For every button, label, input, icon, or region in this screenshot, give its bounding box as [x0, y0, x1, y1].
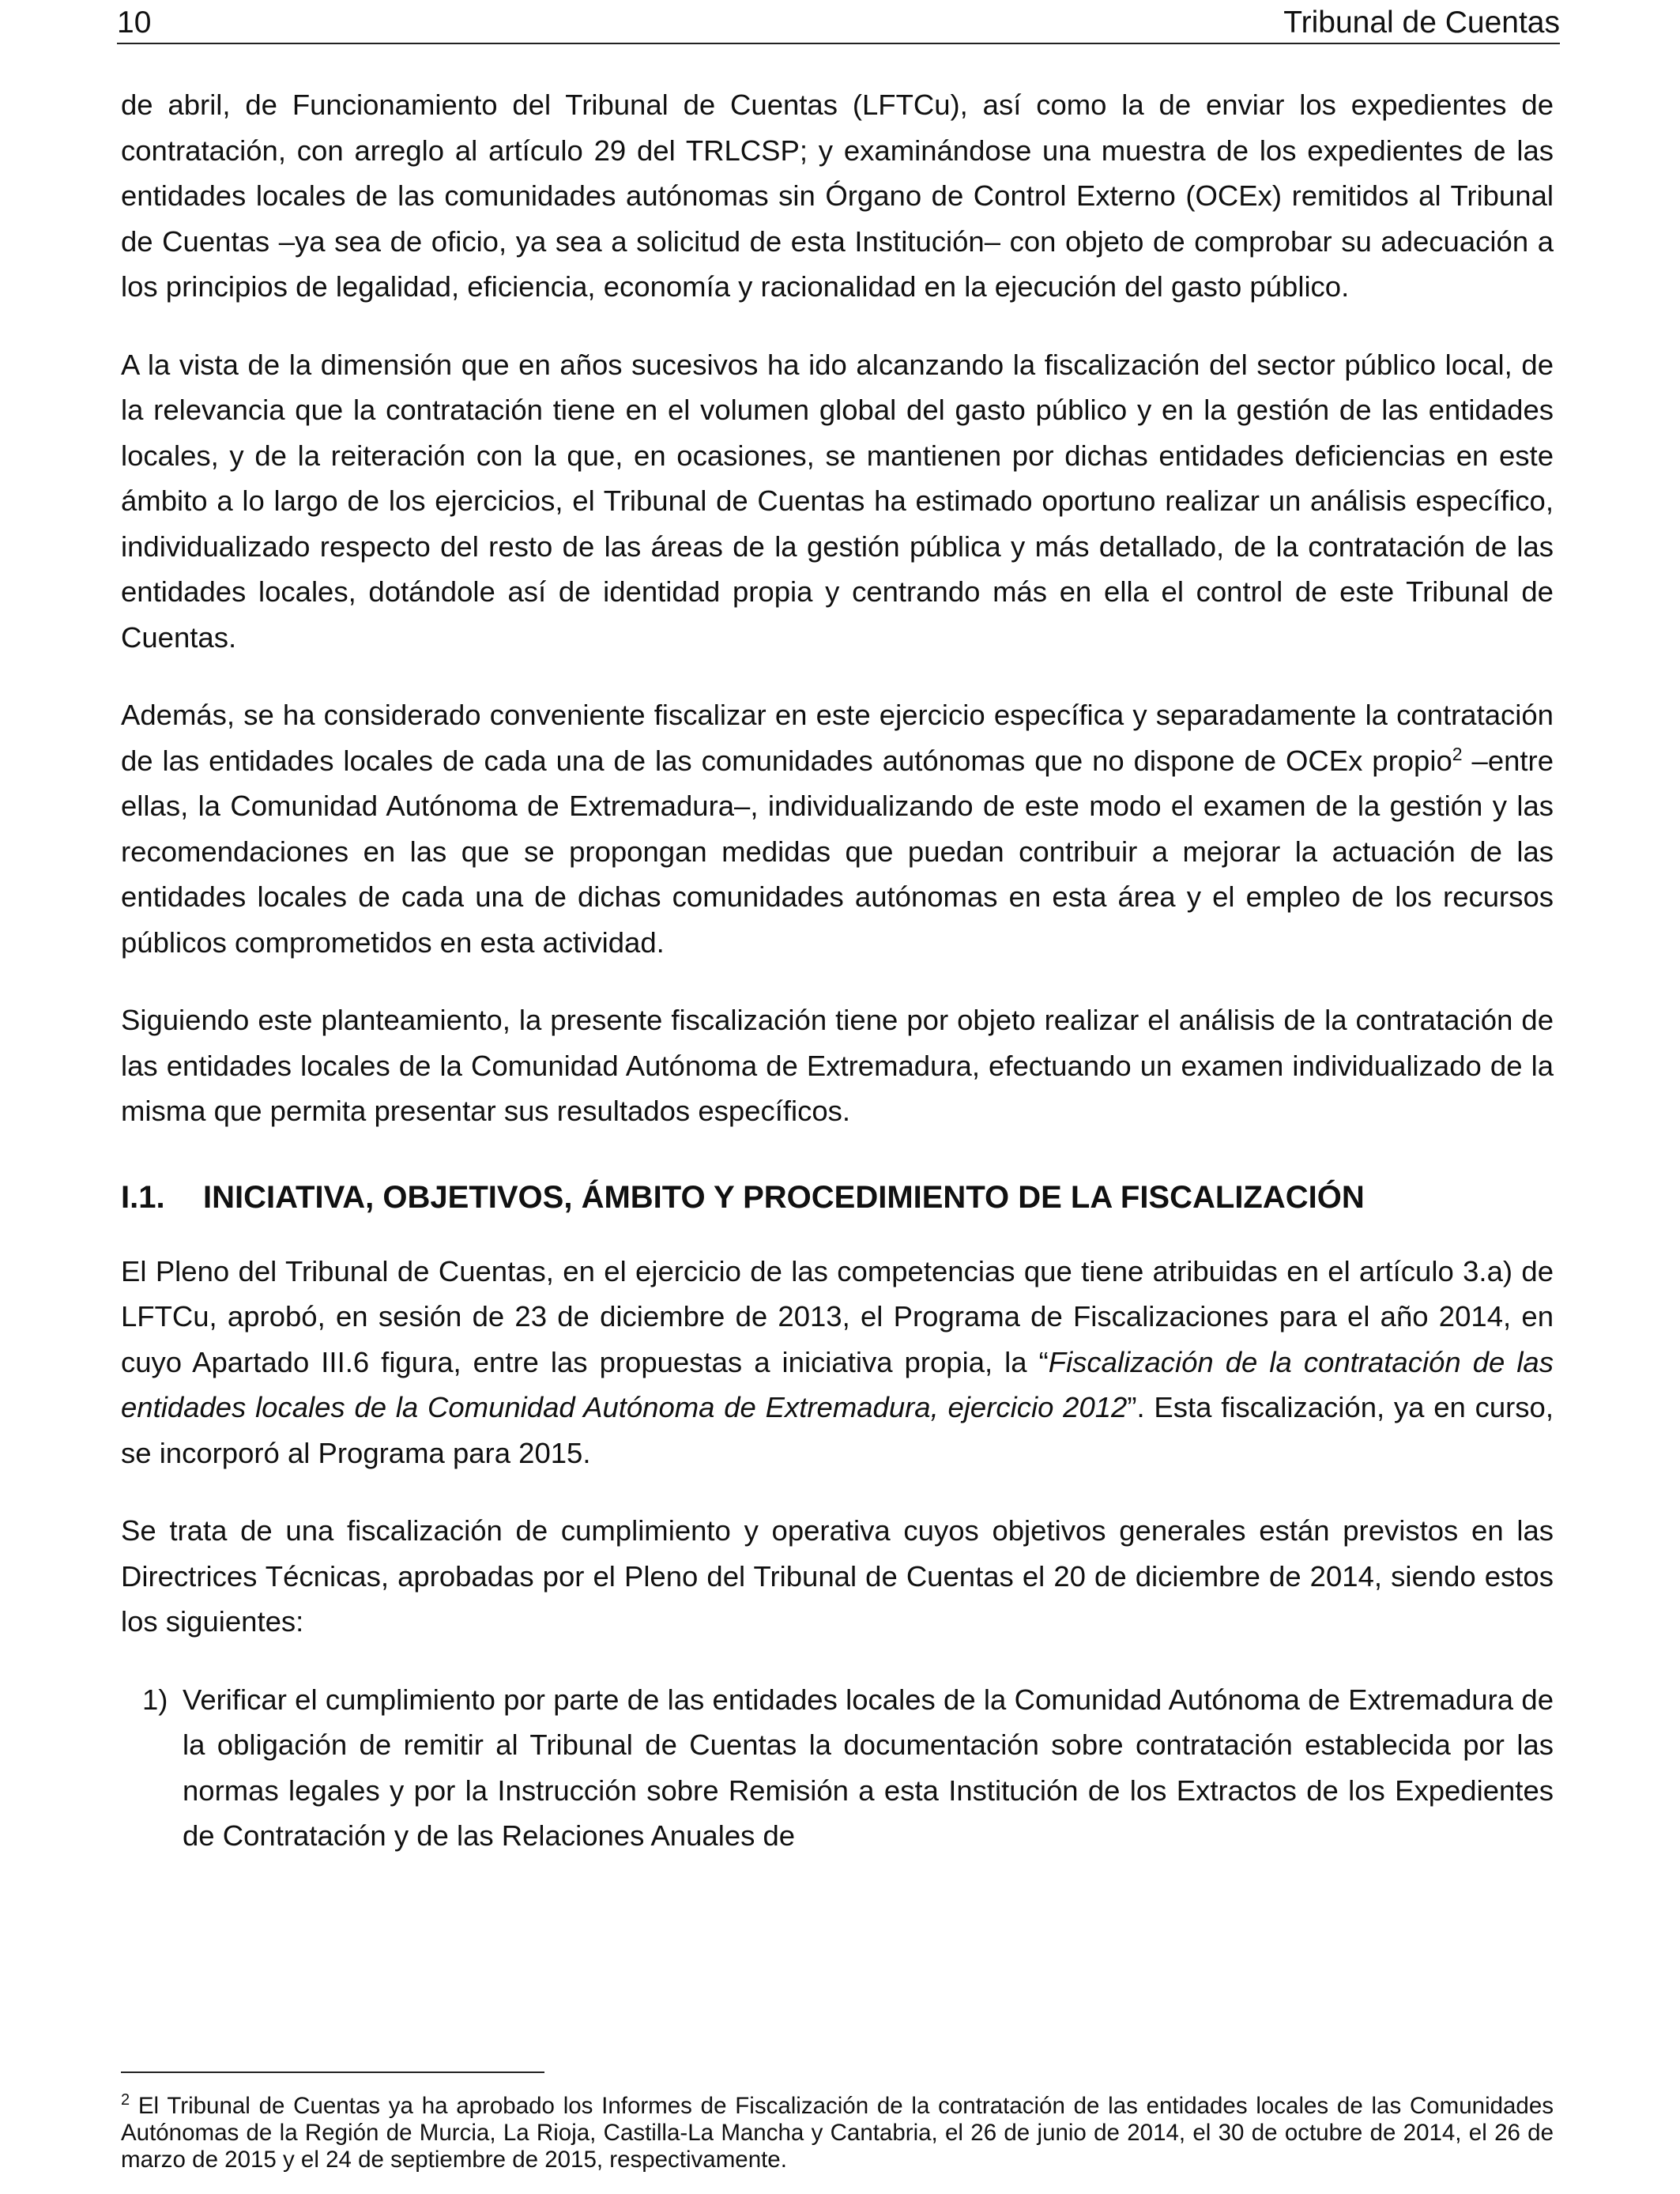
section-heading	[121, 1178, 1554, 1217]
body-text	[121, 82, 1554, 1891]
paragraph-2: A la vista de la dimensión que en años sucesivos ha ido alcanzando la fiscalización del sector público local, de la relevancia que la contratación tiene en el volumen global del gasto público y en la gestión de las entidades locales, y de la reiteración con la que, en ocasiones, se mantienen por dichas entidades deficiencias en este ámbito a lo largo de los ejercicios, el Tribunal de Cuentas ha estimado oportuno realizar un análisis específico, individualizado respecto del resto de las áreas de la gestión pública y más detallado, de la contratación de las entidades locales, dotándole así de identidad propia y centrando más en ella el control de este Tribunal de Cuentas.	[121, 348, 1554, 654]
paragraph-3	[121, 692, 1554, 965]
paragraph-5	[121, 1249, 1554, 1476]
list-marker: 1)	[142, 1683, 168, 1716]
footnote	[121, 2093, 1554, 2173]
paragraph-6: Se trata de una fiscalización de cumplimiento y operativa cuyos objetivos generales están previstos en las Directrices Técnicas, aprobadas por el Pleno del Tribunal de Cuentas el 20 de diciembre de 2014, siendo estos los siguientes:	[121, 1514, 1554, 1638]
running-title: Tribunal de Cuentas	[1283, 6, 1560, 40]
paragraph-3-text-end: –entre ellas, la Comunidad Autónoma de Extremadura–, individualizando de este modo el examen de la gestión y las recomendaciones en las que se propongan medidas que puedan contribuir a mejorar la actuación de las entidades locales de cada una de dichas comunidades autónomas en esta área y el empleo de los recursos públicos comprometidos en esta actividad.	[121, 744, 1554, 959]
footnote-divider	[121, 2071, 544, 2073]
page-number: 10	[117, 6, 152, 40]
paragraph-3-text-start: Además, se ha considerado conveniente fiscalizar en este ejercicio específica y separadamente la contratación de las entidades locales de cada una de las comunidades autónomas que no dispone de OCEx propio	[121, 699, 1554, 777]
footnote-text: El Tribunal de Cuentas ya ha aprobado los Informes de Fiscalización de la contratación de las entidades locales de las Comunidades Autónomas de la Región de Murcia, La Rioja, Castilla-La Mancha y Cantabria, el 26 de junio de 2014, el 30 de octubre de 2014, el 26 de marzo de 2015 y el 24 de septiembre de 2015, respectivamente.	[121, 2093, 1554, 2173]
list-item-text: Verificar el cumplimiento por parte de las entidades locales de la Comunidad Autónoma de Extremadura de la obligación de remitir al Tribunal de Cuentas la documentación sobre contratación establecida por las normas legales y por la Instrucción sobre Remisión a esta Institución de los Extractos de los Expedientes de Contratación y de las Relaciones Anuales de	[183, 1683, 1554, 1852]
section-title: INICIATIVA, OBJETIVOS, ÁMBITO Y PROCEDIMIENTO DE LA FISCALIZACIÓN	[203, 1179, 1365, 1215]
footnote-number: 2	[121, 2091, 130, 2109]
page-header	[117, 3, 1560, 44]
footnote-reference[interactable]: 2	[1452, 743, 1463, 764]
programme-title: Fiscalización de la contratación de las entidades locales de la Comunidad Autónoma de Extremadura, ejercicio 2012	[121, 1345, 1554, 1423]
paragraph-5-text-start: El Pleno del Tribunal de Cuentas, en el ejercicio de las competencias que tiene atribuidas en el artículo 3.a) de LFTCu, aprobó, en sesión de 23 de diciembre de 2013, el Programa de Fiscalizaciones para el año 2014, en cuyo Apartado III.6 figura, entre las propuestas a iniciativa propia, la “	[121, 1254, 1554, 1378]
paragraph-5-text-end: ”. Esta fiscalización, ya en curso, se incorporó al Programa para 2015.	[121, 1391, 1554, 1469]
paragraph-4: Siguiendo este planteamiento, la presente fiscalización tiene por objeto realizar el análisis de la contratación de las entidades locales de la Comunidad Autónoma de Extremadura, efectuando un examen individualizado de la misma que permita presentar sus resultados específicos.	[121, 1004, 1554, 1127]
list-item	[121, 1677, 1554, 1859]
section-number: I.1.	[121, 1179, 165, 1215]
paragraph-1: de abril, de Funcionamiento del Tribunal de Cuentas (LFTCu), así como la de enviar los expedientes de contratación, con arreglo al artículo 29 del TRLCSP; y examinándose una muestra de los expedientes de las entidades locales de las comunidades autónomas sin Órgano de Control Externo (OCEx) remitidos al Tribunal de Cuentas –ya sea de oficio, ya sea a solicitud de esta Institución– con objeto de comprobar su adecuación a los principios de legalidad, eficiencia, economía y racionalidad en la ejecución del gasto público.	[121, 89, 1554, 303]
